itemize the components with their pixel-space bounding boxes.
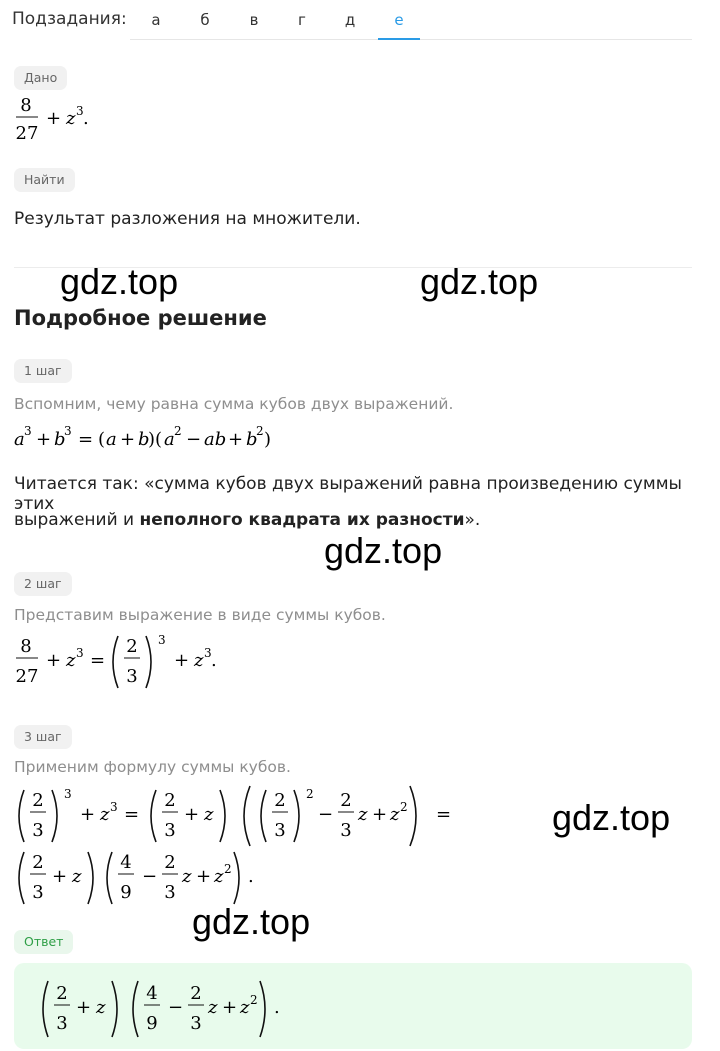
svg-text:3: 3 — [158, 633, 166, 647]
svg-text:3: 3 — [24, 424, 32, 438]
tab-b[interactable]: б — [200, 11, 210, 29]
answer-formula — [38, 977, 318, 1046]
svg-text:z: z — [100, 804, 110, 825]
svg-text:4: 4 — [120, 852, 132, 873]
svg-text:a: a — [106, 429, 117, 450]
svg-text:9: 9 — [146, 1013, 158, 1034]
svg-text:3: 3 — [64, 787, 72, 801]
svg-text:2: 2 — [224, 862, 232, 876]
svg-text:+: + — [174, 650, 190, 671]
svg-text:+: + — [372, 804, 388, 825]
svg-text:z: z — [358, 804, 368, 825]
svg-text:−: − — [168, 997, 184, 1018]
step-1-explanation-lead: выражений и — [14, 510, 140, 530]
svg-text:3: 3 — [64, 424, 72, 438]
svg-text:z: z — [182, 866, 192, 887]
svg-text:)(: )( — [148, 429, 163, 450]
svg-text:3: 3 — [76, 104, 84, 118]
step-3-hint: Применим формулу суммы кубов. — [14, 758, 291, 776]
tab-v[interactable]: в — [249, 11, 259, 29]
step-3-formula — [14, 784, 474, 919]
svg-text:8: 8 — [20, 95, 32, 116]
svg-text:+: + — [184, 804, 200, 825]
svg-text:3: 3 — [164, 882, 176, 903]
tab-e[interactable]: е — [394, 11, 404, 29]
tab-a[interactable]: а — [151, 11, 161, 29]
svg-text:3: 3 — [32, 820, 44, 841]
watermark-2: gdz.top — [420, 261, 539, 302]
svg-text:b: b — [138, 429, 150, 450]
svg-text:3: 3 — [126, 666, 138, 687]
svg-text:+: + — [228, 429, 244, 450]
step-3-chip: 3 шаг — [14, 725, 72, 749]
step-1-formula — [14, 421, 314, 462]
svg-text:2: 2 — [250, 993, 258, 1007]
svg-text:=: = — [124, 804, 140, 825]
given-expression — [14, 92, 134, 153]
svg-text:2: 2 — [274, 790, 286, 811]
svg-text:3: 3 — [32, 882, 44, 903]
svg-text:+: + — [36, 429, 52, 450]
svg-text:2: 2 — [256, 424, 264, 438]
svg-text:z: z — [66, 108, 76, 129]
svg-text:b: b — [54, 429, 66, 450]
step-2-hint: Представим выражение в виде суммы кубов. — [14, 606, 386, 624]
svg-text:z: z — [72, 866, 82, 887]
svg-text:4: 4 — [146, 983, 158, 1004]
svg-text:2: 2 — [190, 983, 202, 1004]
svg-text:ab: ab — [204, 429, 227, 450]
svg-text:=: = — [78, 429, 94, 450]
svg-text:−: − — [318, 804, 334, 825]
svg-text:z: z — [208, 997, 218, 1018]
svg-text:2: 2 — [126, 636, 138, 657]
svg-text:z: z — [204, 804, 214, 825]
svg-text:2: 2 — [56, 983, 68, 1004]
find-chip: Найти — [14, 168, 75, 192]
svg-text:3: 3 — [110, 800, 118, 814]
svg-text:.: . — [248, 866, 254, 887]
step-1-hint: Вспомним, чему равна сумма кубов двух выражений. — [14, 395, 454, 413]
svg-text:+: + — [46, 650, 62, 671]
tab-g[interactable]: г — [298, 11, 306, 29]
svg-text:27: 27 — [15, 123, 39, 144]
svg-text:.: . — [83, 108, 89, 129]
svg-text:2: 2 — [32, 790, 44, 811]
svg-text:3: 3 — [274, 820, 286, 841]
subtasks-label: Подзадания: — [12, 9, 127, 29]
watermark-3: gdz.top — [324, 530, 443, 571]
svg-text:+: + — [46, 108, 62, 129]
svg-text:+: + — [120, 429, 136, 450]
step-1-explanation-end: ». — [464, 510, 481, 530]
step-1-explanation-bold: неполного квадрата их разности — [139, 510, 465, 530]
svg-text:a: a — [14, 429, 25, 450]
svg-text:−: − — [186, 429, 202, 450]
svg-text:3: 3 — [190, 1013, 202, 1034]
watermark-5: gdz.top — [192, 901, 311, 942]
svg-text:+: + — [80, 804, 96, 825]
svg-text:2: 2 — [400, 800, 408, 814]
svg-text:z: z — [194, 650, 204, 671]
step-2-formula — [14, 630, 274, 699]
svg-text:z: z — [390, 804, 400, 825]
svg-text:=: = — [90, 650, 106, 671]
svg-text:+: + — [196, 866, 212, 887]
svg-text:+: + — [222, 997, 238, 1018]
svg-text:+: + — [52, 866, 68, 887]
watermark-1: gdz.top — [60, 261, 179, 302]
svg-text:8: 8 — [20, 636, 32, 657]
svg-text:+: + — [76, 997, 92, 1018]
svg-text:3: 3 — [164, 820, 176, 841]
svg-text:3: 3 — [340, 820, 352, 841]
svg-text:2: 2 — [340, 790, 352, 811]
svg-text:2: 2 — [32, 852, 44, 873]
solution-title: Подробное решение — [14, 306, 267, 330]
svg-text:z: z — [96, 997, 106, 1018]
step-2-chip: 2 шаг — [14, 572, 72, 596]
svg-text:): ) — [264, 429, 272, 450]
step-1-explanation-line1: Читается так: «сумма кубов двух выражений равна произведению суммы этих — [14, 474, 682, 514]
svg-text:2: 2 — [164, 852, 176, 873]
svg-text:z: z — [66, 650, 76, 671]
svg-text:27: 27 — [15, 666, 39, 687]
svg-text:=: = — [436, 804, 452, 825]
svg-text:9: 9 — [120, 882, 132, 903]
svg-text:3: 3 — [56, 1013, 68, 1034]
given-chip: Дано — [14, 66, 67, 90]
svg-text:2: 2 — [174, 424, 182, 438]
svg-text:.: . — [274, 997, 280, 1018]
svg-text:3: 3 — [204, 646, 212, 660]
svg-text:2: 2 — [306, 787, 314, 801]
svg-text:.: . — [211, 650, 217, 671]
step-1-chip: 1 шаг — [14, 359, 72, 383]
svg-text:z: z — [214, 866, 224, 887]
step-1-explanation-line2 — [14, 510, 480, 530]
svg-text:z: z — [240, 997, 250, 1018]
svg-text:2: 2 — [164, 790, 176, 811]
svg-text:a: a — [164, 429, 175, 450]
find-text: Результат разложения на множители. — [14, 209, 361, 229]
active-tab-indicator — [378, 38, 420, 40]
answer-chip: Ответ — [14, 930, 73, 954]
svg-text:3: 3 — [76, 646, 84, 660]
svg-text:b: b — [246, 429, 258, 450]
svg-text:(: ( — [98, 429, 106, 450]
tab-d[interactable]: д — [344, 11, 356, 29]
watermark-4: gdz.top — [552, 797, 671, 838]
svg-text:−: − — [142, 866, 158, 887]
